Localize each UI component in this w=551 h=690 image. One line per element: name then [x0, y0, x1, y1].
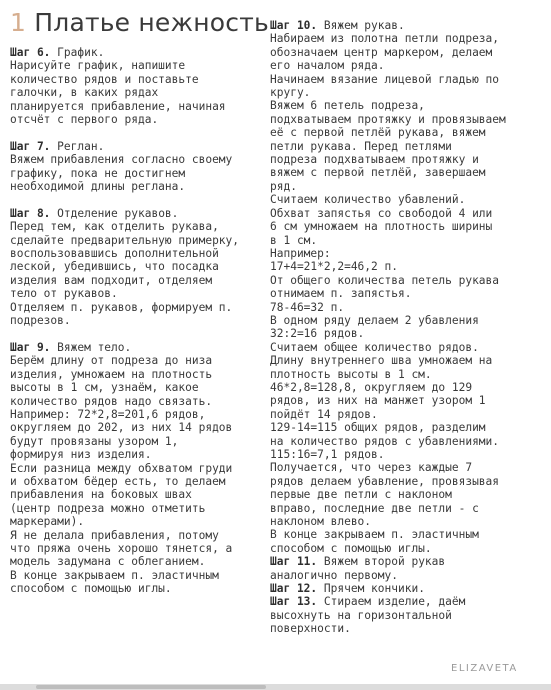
- step-heading: Шаг 7.: [10, 139, 51, 153]
- section-step6: [10, 46, 268, 126]
- text-line: [10, 395, 268, 408]
- text-segment: Вяжем 6 петель подреза,: [270, 99, 425, 113]
- text-line: [270, 421, 546, 434]
- title-text: Платье нежность: [34, 8, 269, 37]
- left-column: [10, 46, 268, 596]
- text-segment: отсчёт с первого ряда.: [10, 113, 159, 127]
- text-segment: От общего количества петель рукава: [270, 273, 500, 287]
- text-line: [270, 368, 546, 381]
- text-segment: первые две петли с наклоном: [270, 488, 452, 502]
- text-line: [270, 622, 546, 635]
- text-segment: (центр подреза можно отметить: [10, 501, 206, 515]
- text-line: [270, 448, 546, 461]
- text-segment: пойдёт 14 рядов.: [270, 407, 378, 421]
- text-segment: рядов, из них на манжет узором 1: [270, 394, 486, 408]
- text-segment: Считаем количество убавлений.: [270, 193, 466, 207]
- text-line: [270, 475, 546, 488]
- step-heading: Шаг 12.: [270, 582, 318, 596]
- text-segment: Отделение рукавов.: [50, 206, 179, 220]
- text-segment: количество рядов и поставьте: [10, 72, 199, 86]
- text-segment: её с первой петлёй рукава, вяжем: [270, 126, 486, 140]
- text-line: [10, 234, 268, 247]
- text-segment: что пряжа очень хорошо тянется, а: [10, 541, 233, 555]
- section-step8: [10, 207, 268, 328]
- text-line: [10, 260, 268, 273]
- text-line: [270, 381, 546, 394]
- text-segment: Длину внутреннего шва умножаем на: [270, 354, 493, 368]
- text-segment: модель задумана с облеганием.: [10, 555, 206, 569]
- text-line: [10, 488, 268, 501]
- text-line: [270, 193, 546, 206]
- text-line: [270, 140, 546, 153]
- text-line: [10, 582, 268, 595]
- title-number: 1: [10, 8, 27, 37]
- text-segment: количество рядов надо связать.: [10, 394, 213, 408]
- text-line: [270, 341, 546, 354]
- text-line: [270, 287, 546, 300]
- text-line: [270, 32, 546, 45]
- text-segment: Вяжем прибавления согласно своему: [10, 153, 233, 167]
- text-segment: кругу.: [270, 86, 311, 100]
- text-line: [10, 448, 268, 461]
- text-line: [270, 314, 546, 327]
- text-segment: График.: [50, 46, 105, 59]
- scrollbar-thumb[interactable]: [36, 685, 266, 689]
- text-segment: Перед тем, как отделить рукава,: [10, 220, 219, 234]
- text-segment: В конце закрываем п. эластичным: [10, 568, 219, 582]
- text-segment: В конце закрываем п. эластичным: [270, 528, 479, 542]
- step-heading: Шаг 9.: [10, 340, 51, 354]
- text-line: [270, 327, 546, 340]
- step-heading: Шаг 8.: [10, 206, 51, 220]
- text-segment: изделия, умножаем на плотность: [10, 367, 213, 381]
- text-segment: 6 см умножаем на плотность ширины: [270, 220, 493, 234]
- text-line: [270, 595, 546, 608]
- text-segment: в 1 см.: [270, 233, 318, 247]
- text-line: [270, 461, 546, 474]
- text-segment: сделайте предварительную примерку,: [10, 233, 240, 247]
- text-segment: Получается, что через каждые 7: [270, 461, 473, 475]
- text-segment: 78-46=32 п.: [270, 300, 345, 314]
- text-line: [270, 301, 546, 314]
- text-segment: и обхватом бёдер есть, то делаем: [10, 474, 226, 488]
- text-line: [10, 180, 268, 193]
- section-step7: [10, 140, 268, 194]
- text-line: [10, 153, 268, 166]
- text-segment: будут провязаны узором 1,: [10, 434, 179, 448]
- text-segment: В одном ряду делаем 2 убавления: [270, 313, 479, 327]
- text-line: [10, 274, 268, 287]
- text-segment: галочки, в каких рядах: [10, 86, 159, 100]
- text-segment: Я не делала прибавления, потому: [10, 528, 219, 542]
- text-segment: на количество рядов с убавлениями.: [270, 434, 500, 448]
- text-segment: отнимаем п. запястья.: [270, 287, 412, 301]
- text-line: [270, 354, 546, 367]
- text-line: [270, 609, 546, 622]
- text-segment: способом с помощью иглы.: [270, 541, 432, 555]
- text-line: [10, 475, 268, 488]
- step-heading: Шаг 11.: [270, 555, 318, 569]
- text-segment: вправо, последние две петли - с: [270, 501, 479, 515]
- text-line: [270, 528, 546, 541]
- text-segment: поверхности.: [270, 622, 351, 636]
- text-line: [10, 368, 268, 381]
- text-line: [270, 180, 546, 193]
- text-segment: аналогично первому.: [270, 568, 398, 582]
- text-segment: 32:2=16 рядов.: [270, 327, 365, 341]
- section-step10: [270, 19, 546, 636]
- text-segment: вяжем с первой петлёй, завершаем: [270, 166, 486, 180]
- text-segment: Вяжем второй рукав: [317, 555, 446, 569]
- text-segment: Набираем из полотна петли подреза,: [270, 32, 500, 46]
- text-line: [270, 73, 546, 86]
- text-segment: планируется прибавление, начиная: [10, 99, 226, 113]
- text-line: [10, 86, 268, 99]
- text-segment: воспользовавшись дополнительной: [10, 247, 219, 261]
- text-segment: леской, убедившись, что посадка: [10, 260, 219, 274]
- text-segment: Считаем общее количество рядов.: [270, 340, 479, 354]
- text-line: [270, 234, 546, 247]
- text-line: [10, 207, 268, 220]
- text-line: [10, 515, 268, 528]
- text-line: [10, 287, 268, 300]
- text-line: [270, 394, 546, 407]
- text-line: [10, 167, 268, 180]
- text-line: [10, 381, 268, 394]
- text-line: [10, 555, 268, 568]
- text-line: [10, 247, 268, 260]
- text-segment: 46*2,8=128,8, округляем до 129: [270, 380, 473, 394]
- text-line: [270, 515, 546, 528]
- page-title: [10, 8, 269, 38]
- text-segment: высохнуть на горизонтальной: [270, 608, 452, 622]
- text-segment: петли рукава. Перед петлями: [270, 139, 452, 153]
- text-segment: Например: 72*2,8=201,6 рядов,: [10, 407, 206, 421]
- text-segment: графику, пока не достигнем: [10, 166, 186, 180]
- text-line: [270, 207, 546, 220]
- text-line: [270, 220, 546, 233]
- step-heading: Шаг 13.: [270, 595, 318, 609]
- text-segment: тело от рукавов.: [10, 287, 118, 301]
- text-segment: 17+4=21*2,2=46,2 п.: [270, 260, 398, 274]
- text-segment: прибавления на боковых швах: [10, 488, 192, 502]
- text-line: [10, 341, 268, 354]
- text-segment: Стираем изделие, даём: [317, 595, 466, 609]
- text-line: [10, 314, 268, 327]
- text-line: [270, 113, 546, 126]
- text-line: [10, 113, 268, 126]
- text-line: [270, 488, 546, 501]
- text-segment: Например:: [270, 246, 331, 260]
- text-segment: Нарисуйте график, напишите: [10, 59, 186, 73]
- text-line: [270, 408, 546, 421]
- text-line: [10, 46, 268, 59]
- text-line: [10, 100, 268, 113]
- text-segment: изделия вам подходит, отделяем: [10, 273, 213, 287]
- text-line: [10, 435, 268, 448]
- text-segment: необходимой длины реглана.: [10, 180, 186, 194]
- text-segment: его началом ряда.: [270, 59, 385, 73]
- text-line: [10, 462, 268, 475]
- text-segment: способом с помощью иглы.: [10, 582, 172, 596]
- text-line: [10, 421, 268, 434]
- text-segment: плотность высоты в 1 см.: [270, 367, 432, 381]
- text-line: [10, 542, 268, 555]
- text-line: [270, 247, 546, 260]
- text-segment: Отделяем п. рукавов, формируем п.: [10, 300, 233, 314]
- text-segment: подрезов.: [10, 314, 71, 328]
- step-heading: Шаг 6.: [10, 46, 51, 59]
- text-segment: ряд.: [270, 179, 297, 193]
- text-line: [10, 59, 268, 72]
- text-segment: округляем до 202, из них 14 рядов: [10, 421, 233, 435]
- step-heading: Шаг 10.: [270, 19, 318, 32]
- text-segment: 115:16=7,1 рядов.: [270, 448, 385, 461]
- text-line: [10, 408, 268, 421]
- text-line: [270, 99, 546, 112]
- text-segment: подхватываем протяжку и провязываем: [270, 112, 506, 126]
- text-line: [270, 274, 546, 287]
- text-segment: рядов делаем убавление, провязывая: [270, 474, 500, 488]
- text-line: [270, 46, 546, 59]
- text-line: [270, 59, 546, 72]
- section-step9: [10, 341, 268, 596]
- text-segment: Вяжем тело.: [50, 340, 132, 354]
- text-segment: Вяжем рукав.: [317, 19, 405, 32]
- text-line: [270, 582, 546, 595]
- text-segment: Обхват запястья со свободой 4 или: [270, 206, 493, 220]
- text-segment: обозначаем центр маркером, делаем: [270, 45, 493, 59]
- text-line: [270, 542, 546, 555]
- text-line: [10, 529, 268, 542]
- text-segment: Берём длину от подреза до низа: [10, 354, 213, 368]
- text-line: [270, 569, 546, 582]
- text-line: [10, 354, 268, 367]
- text-segment: формируя низ изделия.: [10, 448, 152, 462]
- text-line: [270, 86, 546, 99]
- text-segment: Если разница между обхватом груди: [10, 461, 233, 475]
- text-line: [270, 260, 546, 273]
- text-segment: Реглан.: [50, 139, 105, 153]
- text-segment: наклоном влево.: [270, 515, 372, 529]
- text-segment: маркерами).: [10, 515, 85, 529]
- text-line: [10, 502, 268, 515]
- text-line: [10, 220, 268, 233]
- text-segment: Прячем кончики.: [317, 582, 425, 596]
- text-line: [270, 166, 546, 179]
- text-line: [270, 153, 546, 166]
- text-segment: 129-14=115 общих рядов, разделим: [270, 421, 486, 435]
- text-segment: подреза подхватываем протяжку и: [270, 153, 479, 167]
- text-line: [270, 126, 546, 139]
- text-segment: высоты в 1 см, узнаём, какое: [10, 381, 199, 395]
- text-line: [10, 73, 268, 86]
- text-line: [270, 502, 546, 515]
- right-column: [270, 19, 546, 636]
- horizontal-scrollbar[interactable]: [0, 684, 551, 690]
- text-line: [10, 569, 268, 582]
- text-line: [10, 140, 268, 153]
- text-line: [270, 555, 546, 568]
- watermark: ELIZAVETA: [451, 663, 518, 674]
- text-line: [270, 435, 546, 448]
- text-line: [270, 19, 546, 32]
- text-line: [10, 301, 268, 314]
- text-segment: Начинаем вязание лицевой гладью по: [270, 72, 500, 86]
